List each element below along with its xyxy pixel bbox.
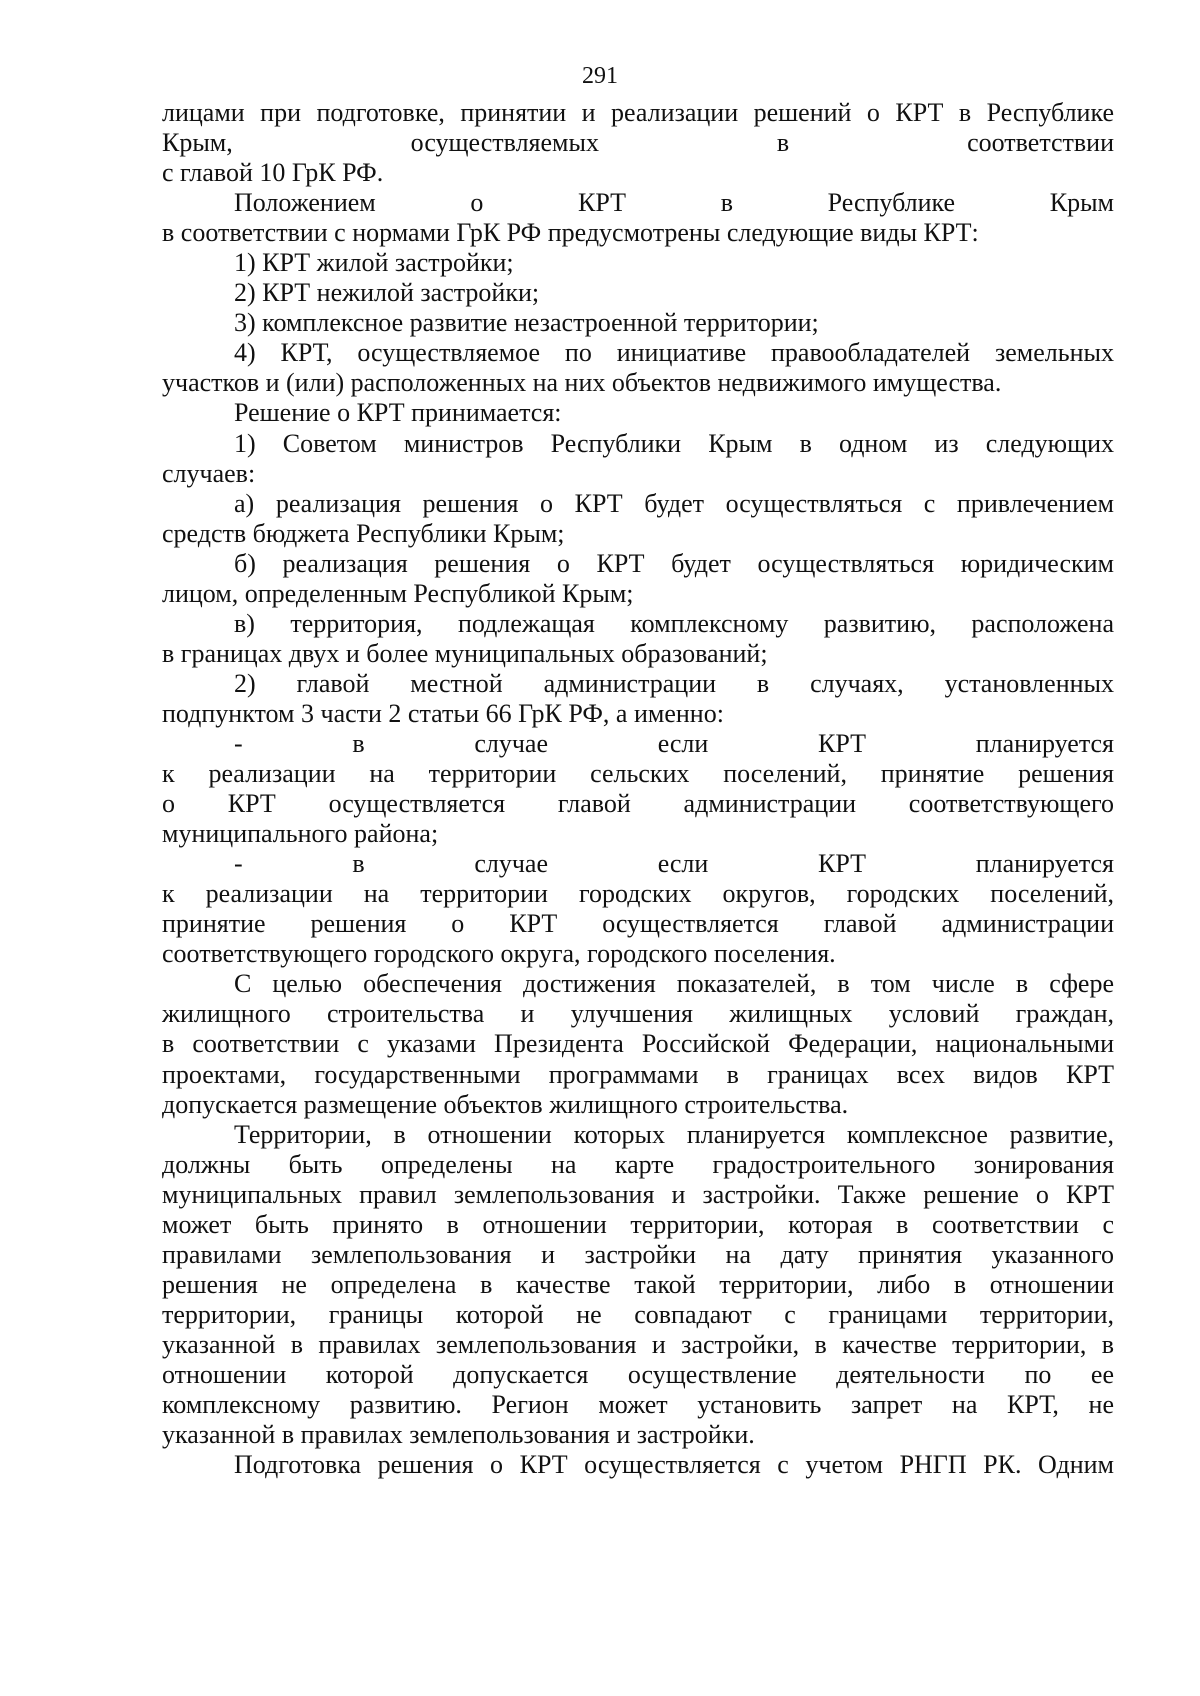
text-line: указанной в правилах землепользования и застройки. — [162, 1420, 755, 1450]
text-line: может быть принято в отношении территории, которая в соответствии с — [162, 1209, 1114, 1239]
text-line: Крым, осуществляемых в соответствии — [162, 128, 1114, 158]
text-line: Решение о КРТ принимается: — [234, 398, 562, 428]
text-line: проектами, государственными программами в границах всех видов КРТ — [162, 1059, 1114, 1089]
text-line: в соответствии с указами Президента Российской Федерации, национальными — [162, 1029, 1114, 1059]
text-line: о КРТ осуществляется главой администрации соответствующего — [162, 789, 1114, 819]
text-line: 4) КРТ, осуществляемое по инициативе правообладателей земельных — [234, 338, 1114, 368]
text-line: в границах двух и более муниципальных образований; — [162, 638, 768, 668]
text-line: лицом, определенным Республикой Крым; — [162, 578, 634, 608]
text-line: б) реализация решения о КРТ будет осуществляться юридическим — [234, 548, 1114, 578]
text-line: участков и (или) расположенных на них объектов недвижимого имущества. — [162, 368, 1002, 398]
text-line: подпунктом 3 части 2 статьи 66 ГрК РФ, а именно: — [162, 698, 724, 728]
text-line: - в случае если КРТ планируется — [234, 728, 1114, 758]
text-line: 1) КРТ жилой застройки; — [234, 248, 514, 278]
text-line: случаев: — [162, 458, 256, 488]
text-line: должны быть определены на карте градостроительного зонирования — [162, 1149, 1114, 1179]
text-line: 2) КРТ нежилой застройки; — [234, 278, 540, 308]
text-line: в) территория, подлежащая комплексному развитию, расположена — [234, 608, 1114, 638]
text-line: жилищного строительства и улучшения жилищных условий граждан, — [162, 999, 1114, 1029]
text-line: указанной в правилах землепользования и застройки, в качестве территории, в — [162, 1329, 1114, 1359]
text-line: 2) главой местной администрации в случаях, установленных — [234, 668, 1114, 698]
text-line: принятие решения о КРТ осуществляется главой администрации — [162, 909, 1114, 939]
text-line: средств бюджета Республики Крым; — [162, 518, 565, 548]
text-line: допускается размещение объектов жилищного строительства. — [162, 1089, 849, 1119]
text-line: Подготовка решения о КРТ осуществляется с учетом РНГП РК. Одним — [234, 1450, 1114, 1480]
text-line: соответствующего городского округа, городского поселения. — [162, 939, 836, 969]
text-line: с главой 10 ГрК РФ. — [162, 158, 384, 188]
text-line: С целью обеспечения достижения показателей, в том числе в сфере — [234, 969, 1114, 999]
text-line: муниципальных правил землепользования и застройки. Также решение о КРТ — [162, 1179, 1114, 1209]
text-line: Положением о КРТ в Республике Крым — [234, 188, 1114, 218]
text-line: в соответствии с нормами ГрК РФ предусмотрены следующие виды КРТ: — [162, 218, 979, 248]
text-line: а) реализация решения о КРТ будет осуществляться с привлечением — [234, 488, 1114, 518]
text-line: муниципального района; — [162, 819, 439, 849]
text-line: лицами при подготовке, принятии и реализации решений о КРТ в Республике — [162, 98, 1114, 127]
text-line: Территории, в отношении которых планируется комплексное развитие, — [234, 1119, 1114, 1149]
text-line: правилами землепользования и застройки на дату принятия указанного — [162, 1239, 1114, 1269]
body-text — [162, 98, 1114, 1480]
text-line: территории, границы которой не совпадают с границами территории, — [162, 1299, 1114, 1329]
text-line: к реализации на территории городских округов, городских поселений, — [162, 879, 1114, 909]
text-line: - в случае если КРТ планируется — [234, 849, 1114, 879]
page-number: 291 — [582, 63, 618, 89]
text-line: решения не определена в качестве такой территории, либо в отношении — [162, 1269, 1114, 1299]
text-line: комплексному развитию. Регион может установить запрет на КРТ, не — [162, 1390, 1114, 1420]
text-line: 1) Советом министров Республики Крым в одном из следующих — [234, 428, 1114, 458]
text-line: 3) комплексное развитие незастроенной территории; — [234, 308, 819, 338]
text-line: отношении которой допускается осуществление деятельности по ее — [162, 1359, 1114, 1389]
text-line: к реализации на территории сельских поселений, принятие решения — [162, 759, 1114, 789]
